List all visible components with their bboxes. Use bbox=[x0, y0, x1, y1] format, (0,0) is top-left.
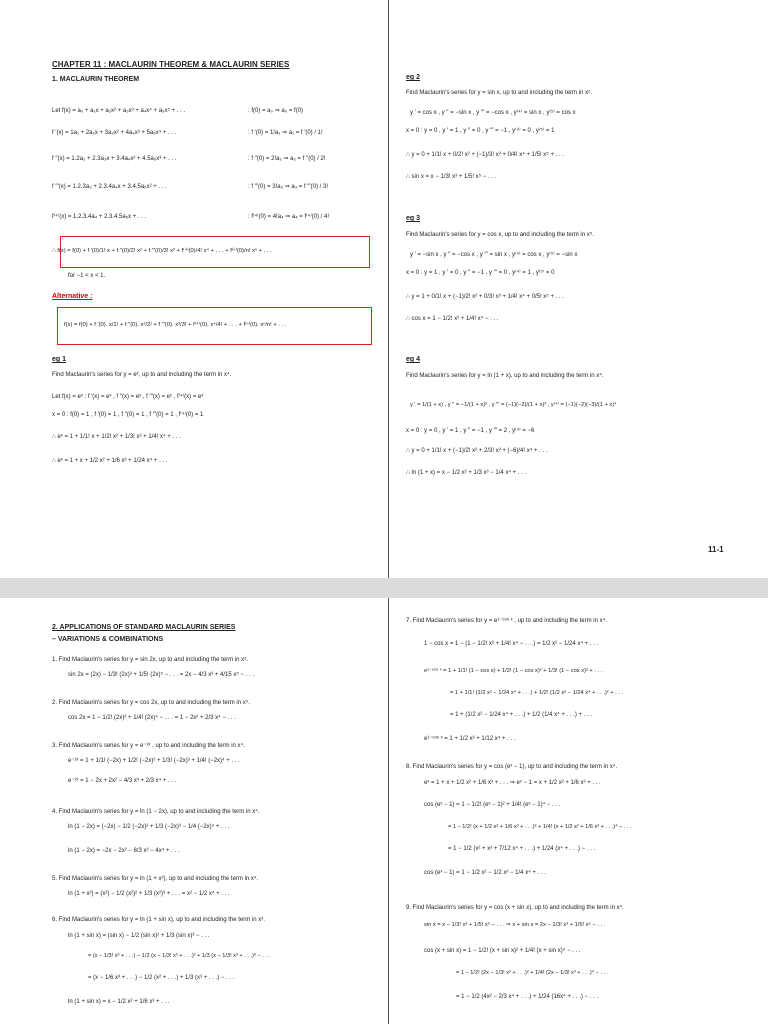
maclaurin-formula: ∴ f(x) = f(0) + f ′(0)/1! x + f ′′(0)/2! x² + f ′′′(0)/3! x³ + f⁽⁴⁾(0)/4! x⁴ + . . . + f⁽ⁿ⁾(0)/n! xⁿ + . . . bbox=[52, 248, 272, 254]
problem-8-line-4: cos (eˣ − 1) = 1 − 1/2 x² − 1/2 x³ − 1/4 x⁴ + . . . bbox=[424, 870, 546, 876]
alternative-label: Alternative : bbox=[52, 293, 93, 300]
problem-5-line-0: ln (1 + x²) = (x²) − 1/2 (x²)² + 1/3 (x²)³ + . . . = x² − 1/2 x⁴ + . . . bbox=[68, 891, 230, 897]
problem-2-question: 2. Find Maclaurin's series for y = cos 2x, up to and including the term in x⁵. bbox=[52, 700, 250, 706]
problem-9-line-2: = 1 − 1/2! (2x − 1/3! x³ + . . .)² + 1/4! (2x − 1/3! x³ + . . .)⁴ − . . . bbox=[456, 970, 609, 976]
eg3-line-3: ∴ cos x = 1 − 1/2! x² + 1/4! x⁴ − . . . bbox=[406, 316, 499, 322]
eg1-title: eg 1 bbox=[52, 356, 67, 363]
column-divider bbox=[388, 598, 389, 1024]
eg2-question: Find Maclaurin's series for y = sin x, up to and including the term in x⁵. bbox=[406, 90, 593, 96]
problem-3-question: 3. Find Maclaurin's series for y = e⁻²ˣ , up to and including the term in x⁴. bbox=[52, 743, 245, 749]
eg2-line-1: x = 0 : y = 0 , y ′ = 1 , y ′′ = 0 , y ′′′ = −1 , y⁽⁴⁾ = 0 , y⁽⁵⁾ = 1 bbox=[406, 128, 555, 134]
page-gap bbox=[0, 578, 768, 598]
problem-8-question: 8. Find Maclaurin's series for y = cos (eˣ − 1), up to and including the term in x⁴. bbox=[406, 764, 618, 770]
theorem-result-2: : f ′′(0) = 2!a₂ ⇒ a₂ = f ′′(0) / 2! bbox=[248, 156, 326, 162]
range-note: for −1 < x < 1. bbox=[68, 273, 106, 279]
theorem-result-0: : f(0) = a₀ ⇒ a₀ = f(0) bbox=[248, 108, 304, 114]
problem-9-question: 9. Find Maclaurin's series for y = cos (x + sin x), up to and including the term in x⁴. bbox=[406, 905, 624, 911]
eg1-question: Find Maclaurin's series for y = eˣ, up to and including the term in x⁴. bbox=[52, 372, 232, 378]
theorem-line-2: f ′′(x) = 1.2a₂ + 2.3a₃x + 3.4a₄x² + 4.5a₅x³ + . . . bbox=[52, 156, 177, 162]
eg3-title: eg 3 bbox=[406, 215, 421, 222]
problem-6-line-3: ln (1 + sin x) = x − 1/2 x² + 1/6 x³ + . . . bbox=[68, 999, 170, 1005]
problem-6-line-0: ln (1 + sin x) = (sin x) − 1/2 (sin x)² + 1/3 (sin x)³ − . . . bbox=[68, 933, 210, 939]
chapter-title: CHAPTER 11 : MACLAURIN THEOREM & MACLAURIN SERIES bbox=[52, 60, 290, 69]
problem-1-line-0: sin 2x = (2x) − 1/3! (2x)³ + 1/5! (2x)⁵ − . . . = 2x − 4/3 x³ + 4/15 x⁵ − . . . bbox=[68, 672, 255, 678]
problem-5-question: 5. Find Maclaurin's series for y = ln (1 + x²), up to and including the term in x⁴. bbox=[52, 876, 259, 882]
section-2-title: 2. APPLICATIONS OF STANDARD MACLAURIN SERIES bbox=[52, 624, 236, 631]
theorem-line-3: f ′′′(x) = 1.2.3a₃ + 2.3.4a₄x + 3.4.5a₅x² + . . . bbox=[52, 184, 167, 190]
page-number: 11-1 bbox=[708, 545, 724, 554]
eg2-title: eg 2 bbox=[406, 74, 421, 81]
theorem-result-1: : f ′(0) = 1!a₁ ⇒ a₁ = f ′(0) / 1! bbox=[248, 130, 323, 136]
eg4-line-0: y ′ = 1/(1 + x) , y ′′ = −1/(1 + x)² , y ′′′ = (−1)(−2)/(1 + x)³ , y⁽⁴⁾ = (−1)(−2)(−3)/(1 + x)⁴ bbox=[410, 402, 617, 408]
page-2 bbox=[0, 598, 768, 1024]
theorem-result-3: : f ′′′(0) = 3!a₃ ⇒ a₃ = f ′′′(0) / 3! bbox=[248, 184, 329, 190]
eg1-line-1: x = 0 : f(0) = 1 , f ′(0) = 1 , f ′′(0) = 1 , f ′′′(0) = 1 , f⁽⁴⁾(0) = 1 bbox=[52, 412, 204, 418]
theorem-line-0: Let f(x) = a₀ + a₁x + a₂x² + a₃x³ + a₄x⁴ + a₅x⁵ + . . . bbox=[52, 108, 186, 114]
problem-9-line-3: = 1 − 1/2 (4x² − 2/3 x⁴ + . . .) + 1/24 (16x⁴ + . . .) − . . . bbox=[456, 994, 599, 1000]
eg2-line-2: ∴ y = 0 + 1/1! x + 0/2! x² + (−1)/3! x³ + 0/4! x⁴ + 1/5! x⁵ + . . . bbox=[406, 152, 564, 158]
eg3-line-2: ∴ y = 1 + 0/1! x + (−1)/2! x² + 0/3! x³ + 1/4! x⁴ + 0/5! x⁵ + . . . bbox=[406, 294, 564, 300]
problem-9-line-1: cos (x + sin x) = 1 − 1/2! (x + sin x)² + 1/4! (x + sin x)⁴ − . . . bbox=[424, 948, 581, 954]
eg2-line-3: ∴ sin x = x − 1/3! x³ + 1/5! x⁵ − . . . bbox=[406, 174, 497, 180]
problem-8-line-3: = 1 − 1/2 (x² + x³ + 7/12 x⁴ + . . .) + 1/24 (x⁴ + . . .) − . . . bbox=[448, 846, 596, 852]
eg1-line-0: Let f(x) = eˣ : f ′(x) = eˣ , f ′′(x) = eˣ , f ′′′(x) = eˣ , f⁽⁴⁾(x) = eˣ bbox=[52, 394, 204, 400]
problem-8-line-2: = 1 − 1/2! (x + 1/2 x² + 1/6 x³ + . . .)² + 1/4! (x + 1/2 x² + 1/6 x³ + . . .)⁴ − . . . bbox=[448, 824, 632, 830]
eg1-line-3: ∴ eˣ = 1 + x + 1/2 x² + 1/6 x³ + 1/24 x⁴ + . . . bbox=[52, 458, 168, 464]
section-2-subtitle: – VARIATIONS & COMBINATIONS bbox=[52, 636, 164, 643]
problem-7-line-1: e¹⁻ᶜᵒˢ ˣ = 1 + 1/1! (1 − cos x) + 1/2! (1 − cos x)² + 1/3! (1 − cos x)³ + . . . bbox=[424, 668, 603, 674]
problem-2-line-0: cos 2x = 1 − 1/2! (2x)² + 1/4! (2x)⁴ − . . . = 1 − 2x² + 2/3 x⁴ − . . . bbox=[68, 715, 236, 721]
column-divider bbox=[388, 0, 389, 578]
eg2-line-0: y ′ = cos x , y ′′ = −sin x , y ′′′ = −cos x , y⁽⁴⁾ = sin x , y⁽⁵⁾ = cos x bbox=[410, 110, 576, 116]
problem-6-question: 6. Find Maclaurin's series for y = ln (1 + sin x), up to and including the term in x³. bbox=[52, 917, 265, 923]
theorem-line-1: f ′(x) = 1a₁ + 2a₂x + 3a₃x² + 4a₄x³ + 5a₅x⁴ + . . . bbox=[52, 130, 177, 136]
problem-3-line-0: e⁻²ˣ = 1 + 1/1! (−2x) + 1/2! (−2x)² + 1/3! (−2x)³ + 1/4! (−2x)⁴ + . . . bbox=[68, 758, 240, 764]
problem-9-line-0: sin x = x − 1/3! x³ + 1/5! x⁵ − . . . ⇒ x + sin x = 2x − 1/3! x³ + 1/5! x⁵ − . . . bbox=[424, 922, 606, 928]
problem-6-line-1: = (x − 1/3! x³ + . . .) − 1/2 (x − 1/3! x³ + . . .)² + 1/3 (x − 1/3! x³ + . . .)³ − . . . bbox=[88, 953, 270, 959]
eg4-title: eg 4 bbox=[406, 356, 421, 363]
eg1-line-2: ∴ eˣ = 1 + 1/1! x + 1/2! x² + 1/3! x³ + 1/4! x⁴ + . . . bbox=[52, 434, 181, 440]
problem-6-line-2: = (x − 1/6 x³ + . . .) − 1/2 (x² + . . .) + 1/3 (x³ + . . .) − . . . bbox=[88, 975, 235, 981]
eg4-line-3: ∴ ln (1 + x) = x − 1/2 x² + 1/3 x³ − 1/4 x⁴ + . . . bbox=[406, 470, 527, 476]
section-1-title: 1. MACLAURIN THEOREM bbox=[52, 76, 140, 83]
problem-7-line-2: = 1 + 1/1! (1/2 x² − 1/24 x⁴ + . . .) + 1/2! (1/2 x² − 1/24 x⁴ + . . .)² + . . . bbox=[450, 690, 624, 696]
problem-8-line-0: eˣ = 1 + x + 1/2 x² + 1/6 x³ + . . . ⇒ eˣ − 1 = x + 1/2 x² + 1/6 x³ + . . . bbox=[424, 780, 601, 786]
eg3-question: Find Maclaurin's series for y = cos x, up to and including the term in x⁵. bbox=[406, 232, 594, 238]
problem-1-question: 1. Find Maclaurin's series for y = sin 2x, up to and including the term in x⁵. bbox=[52, 657, 249, 663]
eg3-line-0: y ′ = −sin x , y ′′ = −cos x , y ′′′ = sin x , y⁽⁴⁾ = cos x , y⁽⁵⁾ = −sin x bbox=[410, 252, 578, 258]
problem-7-line-0: 1 − cos x = 1 − (1 − 1/2! x² + 1/4! x⁴ − . . .) = 1/2 x² − 1/24 x⁴ + . . . bbox=[424, 641, 599, 647]
problem-7-line-3: = 1 + (1/2 x² − 1/24 x⁴ + . . .) + 1/2 (1/4 x⁴ + . . .) + . . . bbox=[450, 712, 593, 718]
problem-4-line-1: ln (1 − 2x) = −2x − 2x² − 8/3 x³ − 4x⁴ + . . . bbox=[68, 848, 180, 854]
eg4-question: Find Maclaurin's series for y = ln (1 + x), up to and including the term in x⁴. bbox=[406, 373, 604, 379]
problem-4-question: 4. Find Maclaurin's series for y = ln (1 − 2x), up to and including the term in x⁴. bbox=[52, 809, 260, 815]
theorem-line-4: f⁽⁴⁾(x) = 1.2.3.4a₄ + 2.3.4.5a₅x + . . . bbox=[52, 214, 147, 220]
problem-7-line-4: e¹⁻ᶜᵒˢ ˣ = 1 + 1/2 x² + 1/12 x⁴ + . . . bbox=[424, 736, 516, 742]
eg4-line-2: ∴ y = 0 + 1/1! x + (−1)/2! x² + 2/3! x³ + (−6)/4! x⁴ + . . . bbox=[406, 448, 548, 454]
theorem-result-4: : f⁽⁴⁾(0) = 4!a₄ ⇒ a₄ = f⁽⁴⁾(0) / 4! bbox=[248, 214, 330, 220]
eg3-line-1: x = 0 : y = 1 , y ′ = 0 , y ′′ = −1 , y ′′′ = 0 , y⁽⁴⁾ = 1 , y⁽⁵⁾ = 0 bbox=[406, 270, 555, 276]
alternative-formula: f(x) = f(0) + f ′(0). x/1! + f ′′(0). x²/2! + f ′′′(0). x³/3! + f⁽⁴⁾(0). x⁴/4! + . . . + f⁽ⁿ⁾(0). xⁿ/n! + . . . bbox=[64, 322, 287, 328]
problem-4-line-0: ln (1 − 2x) = (−2x) − 1/2 (−2x)² + 1/3 (−2x)³ − 1/4 (−2x)⁴ + . . . bbox=[68, 824, 230, 830]
problem-3-line-1: e⁻²ˣ = 1 − 2x + 2x² − 4/3 x³ + 2/3 x⁴ + . . . bbox=[68, 778, 177, 784]
eg4-line-1: x = 0 : y = 0 , y ′ = 1 , y ′′ = −1 , y ′′′ = 2 , y⁽⁴⁾ = −6 bbox=[406, 428, 535, 434]
problem-7-question: 7. Find Maclaurin's series for y = e¹⁻ᶜᵒˢ ˣ , up to and including the term in x⁴. bbox=[406, 618, 607, 624]
problem-8-line-1: cos (eˣ − 1) = 1 − 1/2! (eˣ − 1)² + 1/4! (eˣ − 1)⁴ − . . . bbox=[424, 802, 561, 808]
